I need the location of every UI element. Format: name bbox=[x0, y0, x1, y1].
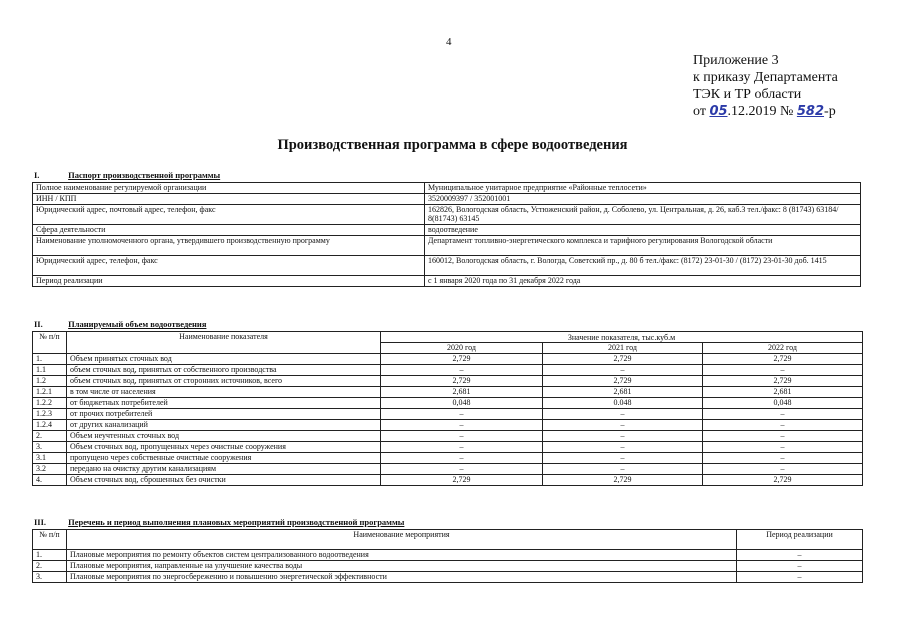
passport-value: Департамент топливно-энергетического комплекса и тарифного регулирования Вологодской области bbox=[425, 236, 861, 256]
table-row bbox=[33, 409, 863, 420]
appendix-date-line bbox=[693, 103, 838, 120]
volume-year-2020: 2020 год bbox=[381, 343, 543, 354]
row-value-2022: 2,681 bbox=[703, 387, 863, 398]
row-value-2022: 2,729 bbox=[703, 376, 863, 387]
order-number: 582 bbox=[796, 104, 825, 119]
row-value-2022: 0,048 bbox=[703, 398, 863, 409]
row-number: 1.2.4 bbox=[33, 420, 67, 431]
volume-year-2021: 2021 год bbox=[543, 343, 703, 354]
row-value-2021: 2,681 bbox=[543, 387, 703, 398]
date-rest: .12.2019 № bbox=[727, 104, 794, 119]
row-number: 1.2.1 bbox=[33, 387, 67, 398]
section-1-number: I. bbox=[34, 170, 40, 180]
table-row bbox=[33, 475, 863, 486]
passport-value: 160012, Вологодская область, г. Вологда, Советский пр., д. 80 б тел./факс: (8172) 23-01-30 / (8172) 23-01-30 доб. 1415 bbox=[425, 256, 861, 276]
table-row bbox=[33, 561, 863, 572]
section-2-title: Планируемый объем водоотведения bbox=[68, 319, 207, 329]
row-name: передано на очистку другим канализациям bbox=[67, 464, 381, 475]
table-row bbox=[33, 572, 863, 583]
row-value-2020: 2,729 bbox=[381, 354, 543, 365]
passport-value: с 1 января 2020 года по 31 декабря 2022 года bbox=[425, 276, 861, 287]
row-value-2022: – bbox=[703, 365, 863, 376]
row-value-2020: – bbox=[381, 431, 543, 442]
table-row bbox=[33, 205, 861, 225]
row-name: Объем принятых сточных вод bbox=[67, 354, 381, 365]
row-value-2021: – bbox=[543, 420, 703, 431]
row-value-2021: – bbox=[543, 453, 703, 464]
row-name: от бюджетных потребителей bbox=[67, 398, 381, 409]
row-value-2020: 2,729 bbox=[381, 376, 543, 387]
row-number: 3.1 bbox=[33, 453, 67, 464]
table-row bbox=[33, 398, 863, 409]
row-name: объем сточных вод, принятых от сторонних источников, всего bbox=[67, 376, 381, 387]
row-value-2021: 2,729 bbox=[543, 376, 703, 387]
table-row bbox=[33, 376, 863, 387]
order-suffix: -р bbox=[824, 104, 836, 119]
row-number: 1. bbox=[33, 354, 67, 365]
row-number: 1.2.3 bbox=[33, 409, 67, 420]
section-2-number: II. bbox=[34, 319, 43, 329]
row-value-2020: – bbox=[381, 409, 543, 420]
section-3-title: Перечень и период выполнения плановых мероприятий производственной программы bbox=[68, 517, 405, 527]
table-row bbox=[33, 236, 861, 256]
appendix-header bbox=[693, 52, 838, 120]
row-name: в том числе от населения bbox=[67, 387, 381, 398]
table-row bbox=[33, 387, 863, 398]
passport-value: Муниципальное унитарное предприятие «Районные теплосети» bbox=[425, 183, 861, 194]
row-period: – bbox=[737, 572, 863, 583]
row-number: 1. bbox=[33, 550, 67, 561]
passport-label: Наименование уполномоченного органа, утвердившего производственную программу bbox=[33, 236, 425, 256]
table-row bbox=[33, 183, 861, 194]
measures-col-period: Период реализации bbox=[737, 530, 863, 550]
row-name: Объем неучтенных сточных вод bbox=[67, 431, 381, 442]
row-number: 1.2 bbox=[33, 376, 67, 387]
table-row bbox=[33, 365, 863, 376]
passport-label: Сфера деятельности bbox=[33, 225, 425, 236]
row-number: 2. bbox=[33, 561, 67, 572]
row-value-2022: – bbox=[703, 420, 863, 431]
volume-table bbox=[32, 331, 863, 486]
date-day: 05 bbox=[709, 104, 728, 119]
row-value-2022: – bbox=[703, 409, 863, 420]
row-value-2020: – bbox=[381, 453, 543, 464]
row-name: Плановые мероприятия по энергосбережению и повышению энергетической эффективности bbox=[67, 572, 737, 583]
row-number: 3. bbox=[33, 442, 67, 453]
passport-label: Полное наименование регулируемой организации bbox=[33, 183, 425, 194]
row-value-2020: 2,729 bbox=[381, 475, 543, 486]
section-3-number: III. bbox=[34, 517, 47, 527]
table-row bbox=[33, 442, 863, 453]
measures-table bbox=[32, 529, 863, 583]
date-prefix: от bbox=[693, 104, 706, 119]
row-number: 1.1 bbox=[33, 365, 67, 376]
row-value-2021: – bbox=[543, 365, 703, 376]
row-value-2021: – bbox=[543, 431, 703, 442]
row-number: 1.2.2 bbox=[33, 398, 67, 409]
table-row bbox=[33, 225, 861, 236]
row-value-2022: – bbox=[703, 464, 863, 475]
measures-col-name: Наименование мероприятия bbox=[67, 530, 737, 550]
row-value-2022: 2,729 bbox=[703, 354, 863, 365]
table-row bbox=[33, 420, 863, 431]
row-value-2020: – bbox=[381, 442, 543, 453]
row-value-2022: – bbox=[703, 431, 863, 442]
row-value-2020: 0,048 bbox=[381, 398, 543, 409]
section-1-title: Паспорт производственной программы bbox=[68, 170, 221, 180]
table-row bbox=[33, 464, 863, 475]
appendix-line-1: Приложение 3 bbox=[693, 53, 779, 68]
row-name: от других канализаций bbox=[67, 420, 381, 431]
row-value-2022: – bbox=[703, 442, 863, 453]
page-number: 4 bbox=[446, 36, 452, 48]
row-number: 2. bbox=[33, 431, 67, 442]
row-name: Объем сточных вод, пропущенных через очистные сооружения bbox=[67, 442, 381, 453]
row-value-2021: 0.048 bbox=[543, 398, 703, 409]
row-number: 3. bbox=[33, 572, 67, 583]
passport-label: ИНН / КПП bbox=[33, 194, 425, 205]
row-name: Объем сточных вод, сброшенных без очистки bbox=[67, 475, 381, 486]
document-title: Производственная программа в сфере водоотведения bbox=[277, 137, 628, 153]
row-number: 4. bbox=[33, 475, 67, 486]
row-name: от прочих потребителей bbox=[67, 409, 381, 420]
row-value-2020: 2,681 bbox=[381, 387, 543, 398]
table-row bbox=[33, 431, 863, 442]
appendix-line-3: ТЭК и ТР области bbox=[693, 87, 802, 102]
row-number: 3.2 bbox=[33, 464, 67, 475]
passport-value: 162826, Вологодская область, Устюженский район, д. Соболево, ул. Центральная, д. 26, каб.3 тел./факс: 8 (81743) 63184/ 8(81743) 63145 bbox=[425, 205, 861, 225]
passport-label: Юридический адрес, телефон, факс bbox=[33, 256, 425, 276]
volume-year-2022: 2022 год bbox=[703, 343, 863, 354]
table-row bbox=[33, 256, 861, 276]
table-row bbox=[33, 550, 863, 561]
volume-col-name: Наименование показателя bbox=[67, 332, 381, 354]
row-value-2021: – bbox=[543, 464, 703, 475]
volume-col-value: Значение показателя, тыс.куб.м bbox=[381, 332, 863, 343]
row-value-2021: 2,729 bbox=[543, 354, 703, 365]
measures-col-num: № п/п bbox=[33, 530, 67, 550]
passport-label: Период реализации bbox=[33, 276, 425, 287]
row-value-2020: – bbox=[381, 365, 543, 376]
row-value-2020: – bbox=[381, 464, 543, 475]
row-period: – bbox=[737, 550, 863, 561]
row-name: объем сточных вод, принятых от собственного производства bbox=[67, 365, 381, 376]
volume-col-num: № п/п bbox=[33, 332, 67, 354]
row-value-2022: 2,729 bbox=[703, 475, 863, 486]
table-row bbox=[33, 276, 861, 287]
table-row bbox=[33, 354, 863, 365]
row-name: пропущено через собственные очистные сооружения bbox=[67, 453, 381, 464]
passport-label: Юридический адрес, почтовый адрес, телефон, факс bbox=[33, 205, 425, 225]
passport-value: водоотведение bbox=[425, 225, 861, 236]
row-value-2022: – bbox=[703, 453, 863, 464]
section-3-heading bbox=[34, 517, 404, 527]
row-name: Плановые мероприятия по ремонту объектов систем централизованного водоотведения bbox=[67, 550, 737, 561]
table-row bbox=[33, 453, 863, 464]
row-name: Плановые мероприятия, направленные на улучшение качества воды bbox=[67, 561, 737, 572]
row-value-2020: – bbox=[381, 420, 543, 431]
passport-value: 3520009397 / 352001001 bbox=[425, 194, 861, 205]
row-value-2021: – bbox=[543, 409, 703, 420]
row-period: – bbox=[737, 561, 863, 572]
passport-table bbox=[32, 182, 861, 287]
row-value-2021: 2,729 bbox=[543, 475, 703, 486]
section-1-heading bbox=[34, 170, 220, 180]
section-2-heading bbox=[34, 319, 206, 329]
appendix-line-2: к приказу Департамента bbox=[693, 70, 838, 85]
row-value-2021: – bbox=[543, 442, 703, 453]
table-row bbox=[33, 194, 861, 205]
